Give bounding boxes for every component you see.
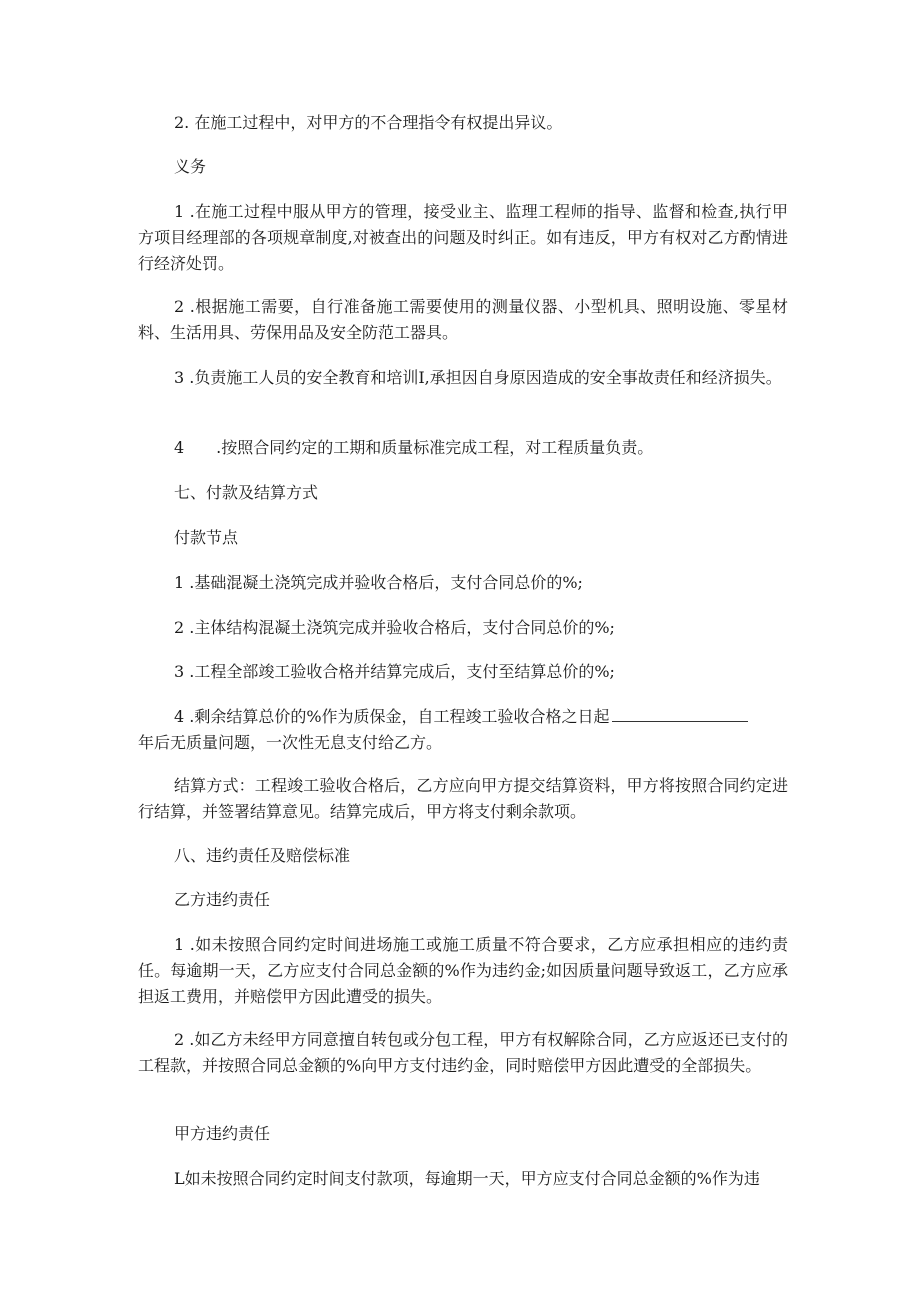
paragraph-right-objection: 2. 在施工过程中，对甲方的不合理指令有权提出异议。 — [174, 113, 563, 132]
paragraph-payment-2: 2 .主体结构混凝土浇筑完成并验收合格后，支付合同总价的%; — [174, 618, 615, 637]
payment-4-text: 4 .剩余结算总价的%作为质保金，自工程竣工验收合格之日起 — [174, 707, 610, 726]
blank-line — [612, 707, 748, 722]
heading-party-b-breach: 乙方违约责任 — [174, 890, 271, 909]
paragraph-payment-4 — [138, 704, 788, 730]
paragraph-party-b-breach-2: 2 .如乙方未经甲方同意擅自转包或分包工程，甲方有权解除合同，乙方应返还已支付的工程款，并按照合同总金额的%向甲方支付违约金，同时赔偿甲方因此遭受的全部损失。 — [138, 1030, 788, 1075]
paragraph-payment-3: 3 .工程全部竣工验收合格并结算完成后，支付至结算总价的%; — [174, 662, 615, 681]
paragraph-obligation-2: 2 .根据施工需要，自行准备施工需要使用的测量仪器、小型机具、照明设施、零星材料、生活用具、劳保用品及安全防范工器具。 — [138, 297, 788, 342]
paragraph-settlement-method: 结算方式：工程竣工验收合格后，乙方应向甲方提交结算资料，甲方将按照合同约定进行结算，并签署结算意见。结算完成后，甲方将支付剩余款项。 — [138, 776, 788, 821]
heading-payment-milestones: 付款节点 — [174, 528, 239, 547]
paragraph-obligation-3: 3 .负责施工人员的安全教育和培训I,承担因自身原因造成的安全事故责任和经济损失。 — [174, 368, 782, 387]
heading-breach-liability: 八、违约责任及赔偿标准 — [174, 846, 351, 865]
heading-obligations: 义务 — [174, 157, 207, 176]
paragraph-obligation-4: 4 .按照合同约定的工期和质量标准完成工程，对工程质量负责。 — [174, 438, 654, 457]
heading-party-a-breach: 甲方违约责任 — [174, 1124, 271, 1143]
paragraph-payment-4-cont: 年后无质量问题，一次性无息支付给乙方。 — [138, 733, 443, 752]
paragraph-party-b-breach-1: 1 .如未按照合同约定时间进场施工或施工质量不符合要求，乙方应承担相应的违约责任。每逾期一天，乙方应支付合同总金额的%作为违约金;如因质量问题导致返工，乙方应承担返工费用，并赔偿甲方因此遭受的损失。 — [138, 935, 788, 1006]
paragraph-obligation-1: 1 .在施工过程中服从甲方的管理，接受业主、监理工程师的指导、监督和检查,执行甲方项目经理部的各项规章制度,对被查出的问题及时纠正。如有违反，甲方有权对乙方酌情进行经济处罚。 — [138, 202, 788, 273]
heading-payment-settlement: 七、付款及结算方式 — [174, 483, 319, 502]
paragraph-payment-1: 1 .基础混凝土浇筑完成并验收合格后，支付合同总价的%; — [174, 573, 583, 592]
paragraph-party-a-breach-1: L如未按照合同约定时间支付款项，每逾期一天，甲方应支付合同总金额的%作为违 — [174, 1169, 760, 1188]
